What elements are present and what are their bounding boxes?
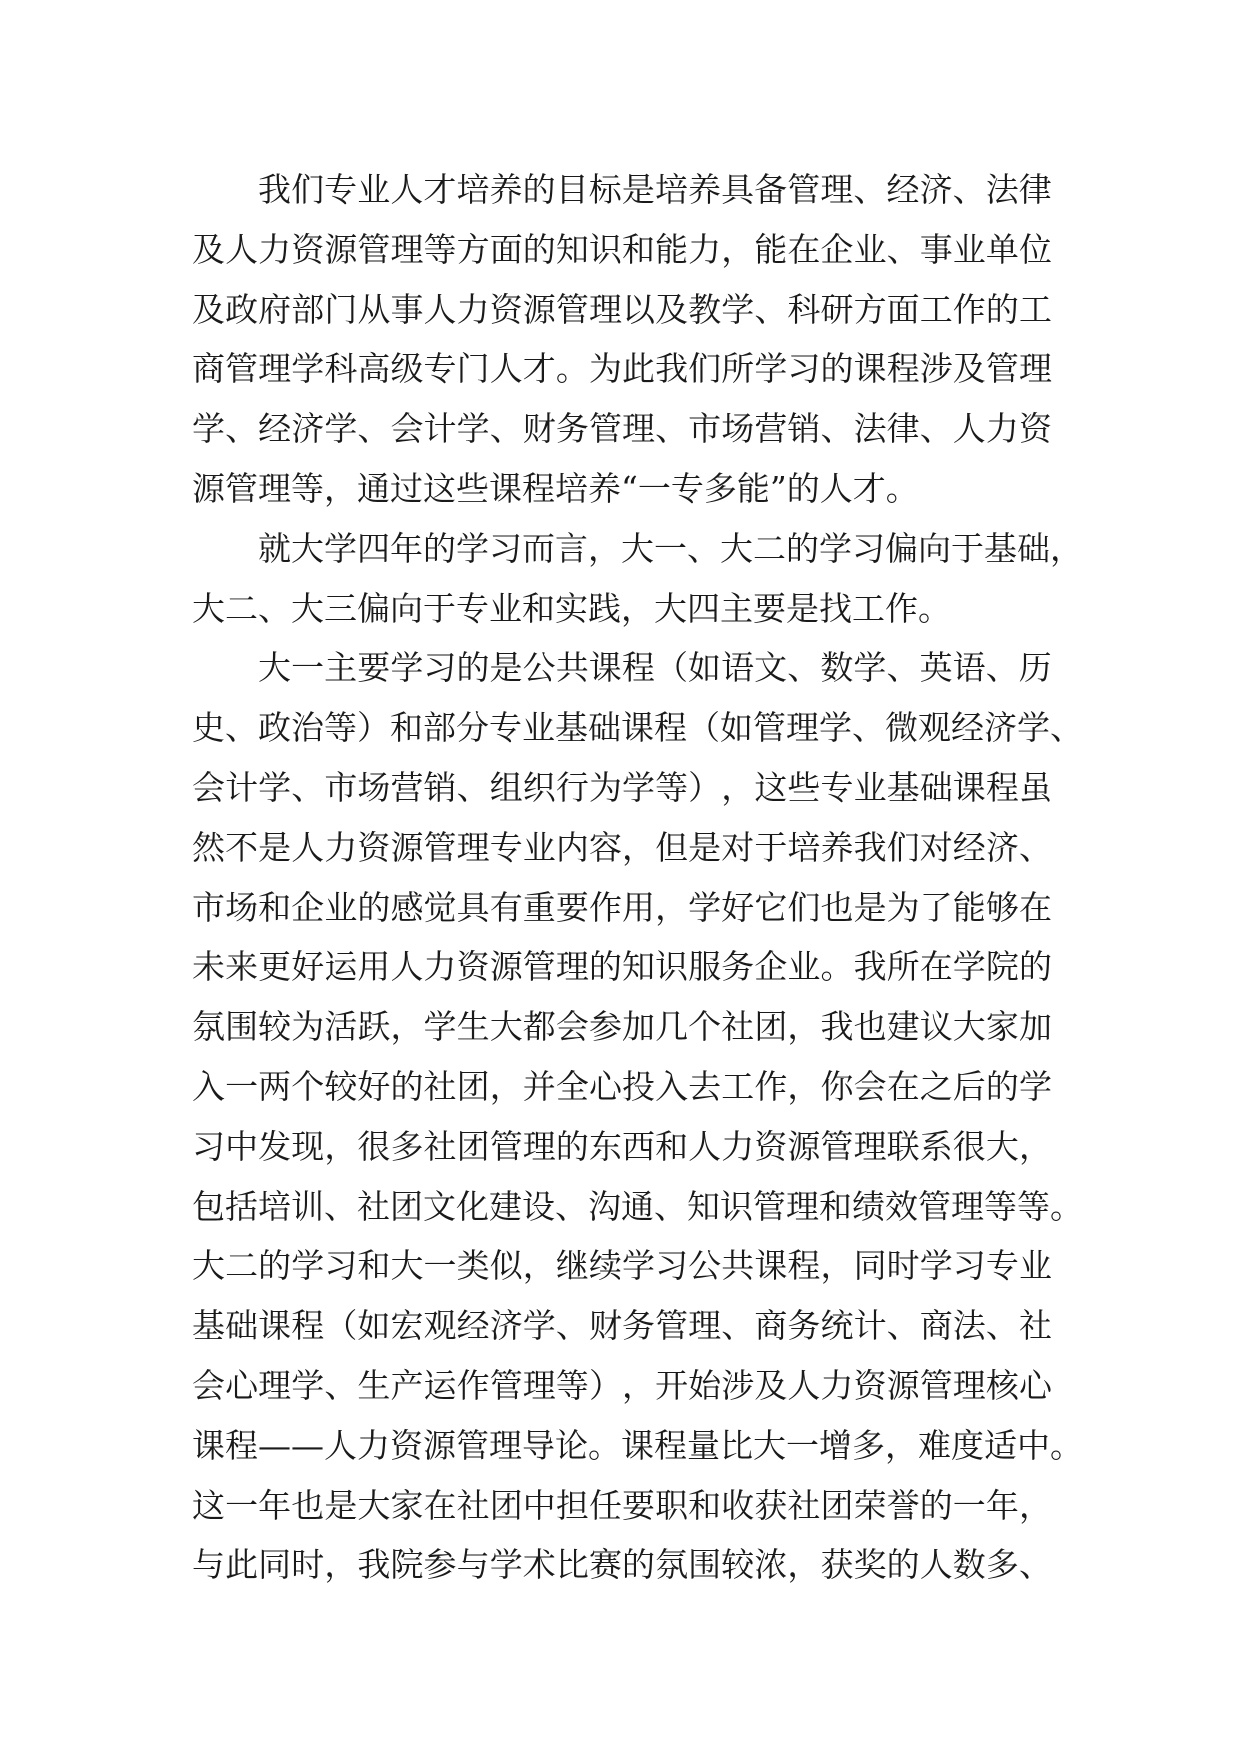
text-line: 未 来 更 好 运 用 人 力 资 源 管 理 的 知 识 服 务 企 业 。 我 所 在 学 院 的 [192,947,1052,987]
text-line: 包 括 培 训 、 社 团 文 化 建 设 、 沟 通 、 知 识 管 理 和 绩 效 管 理 等 等 。 [192,1186,1083,1226]
text-line: 然 不 是 人 力 资 源 管 理 专 业 内 容 ， 但 是 对 于 培 养 我 们 对 经 济 、 [192,827,1052,867]
text-line: 氛 围 较 为 活 跃 ， 学 生 大 都 会 参 加 几 个 社 团 ， 我 也 建 议 大 家 加 [192,1007,1052,1047]
text-line: 习 中 发 现 ， 很 多 社 团 管 理 的 东 西 和 人 力 资 源 管 理 联 系 很 大 ， [192,1126,1052,1166]
text-line: 源管理等，通过这些课程培养“一专多能”的人才。 [192,468,919,508]
text-line: 学 、 经 济 学 、 会 计 学 、 财 务 管 理 、 市 场 营 销 、 法 律 、 人 力 资 [192,409,1052,449]
text-line: 我 们 专 业 人 才 培 养 的 目 标 是 培 养 具 备 管 理 、 经 济 、 法 律 [258,170,1052,209]
text-line: 大 二 的 学 习 和 大 一 类 似 ， 继 续 学 习 公 共 课 程 ， 同 时 学 习 专 业 [192,1246,1052,1286]
text-line: 及 政 府 部 门 从 事 人 力 资 源 管 理 以 及 教 学 、 科 研 方 面 工 作 的 工 [192,289,1052,329]
text-line: 史 、 政 治 等 ） 和 部 分 专 业 基 础 课 程 （ 如 管 理 学 、 微 观 经 济 学 、 [192,708,1083,748]
text-line: 与 此 同 时 ， 我 院 参 与 学 术 比 赛 的 氛 围 较 浓 ， 获 奖 的 人 数 多 、 [192,1545,1052,1585]
text-line: 大二、大三偏向于专业和实践，大四主要是找工作。 [192,588,951,628]
text-line: 会 心 理 学 、 生 产 运 作 管 理 等 ） ， 开 始 涉 及 人 力 资 源 管 理 核 心 [192,1365,1052,1405]
text-line: 基 础 课 程 （ 如 宏 观 经 济 学 、 财 务 管 理 、 商 务 统 计 、 商 法 、 社 [192,1306,1052,1346]
document-body [192,160,1083,1595]
text-line: 就 大 学 四 年 的 学 习 而 言 ， 大 一 、 大 二 的 学 习 偏 向 于 基 础 ， [258,528,1083,568]
text-line: 商 管 理 学 科 高 级 专 门 人 才 。 为 此 我 们 所 学 习 的 课 程 涉 及 管 理 [192,349,1052,389]
text-line: 会 计 学 、 市 场 营 销 、 组 织 行 为 学 等 ） ， 这 些 专 业 基 础 课 程 虽 [192,767,1052,807]
text-line: 及 人 力 资 源 管 理 等 方 面 的 知 识 和 能 力 ， 能 在 企 业 、 事 业 单 位 [192,229,1052,269]
text-line: 课 程 — — 人 力 资 源 管 理 导 论 。 课 程 量 比 大 一 增 多 ， 难 度 适 中 。 [192,1425,1083,1465]
text-line: 大 一 主 要 学 习 的 是 公 共 课 程 （ 如 语 文 、 数 学 、 英 语 、 历 [258,648,1052,688]
text-line: 入 一 两 个 较 好 的 社 团 ， 并 全 心 投 入 去 工 作 ， 你 会 在 之 后 的 学 [192,1066,1052,1106]
text-line: 这 一 年 也 是 大 家 在 社 团 中 担 任 要 职 和 收 获 社 团 荣 誉 的 一 年 ， [192,1485,1052,1525]
text-line: 市 场 和 企 业 的 感 觉 具 有 重 要 作 用 ， 学 好 它 们 也 是 为 了 能 够 在 [192,887,1052,927]
